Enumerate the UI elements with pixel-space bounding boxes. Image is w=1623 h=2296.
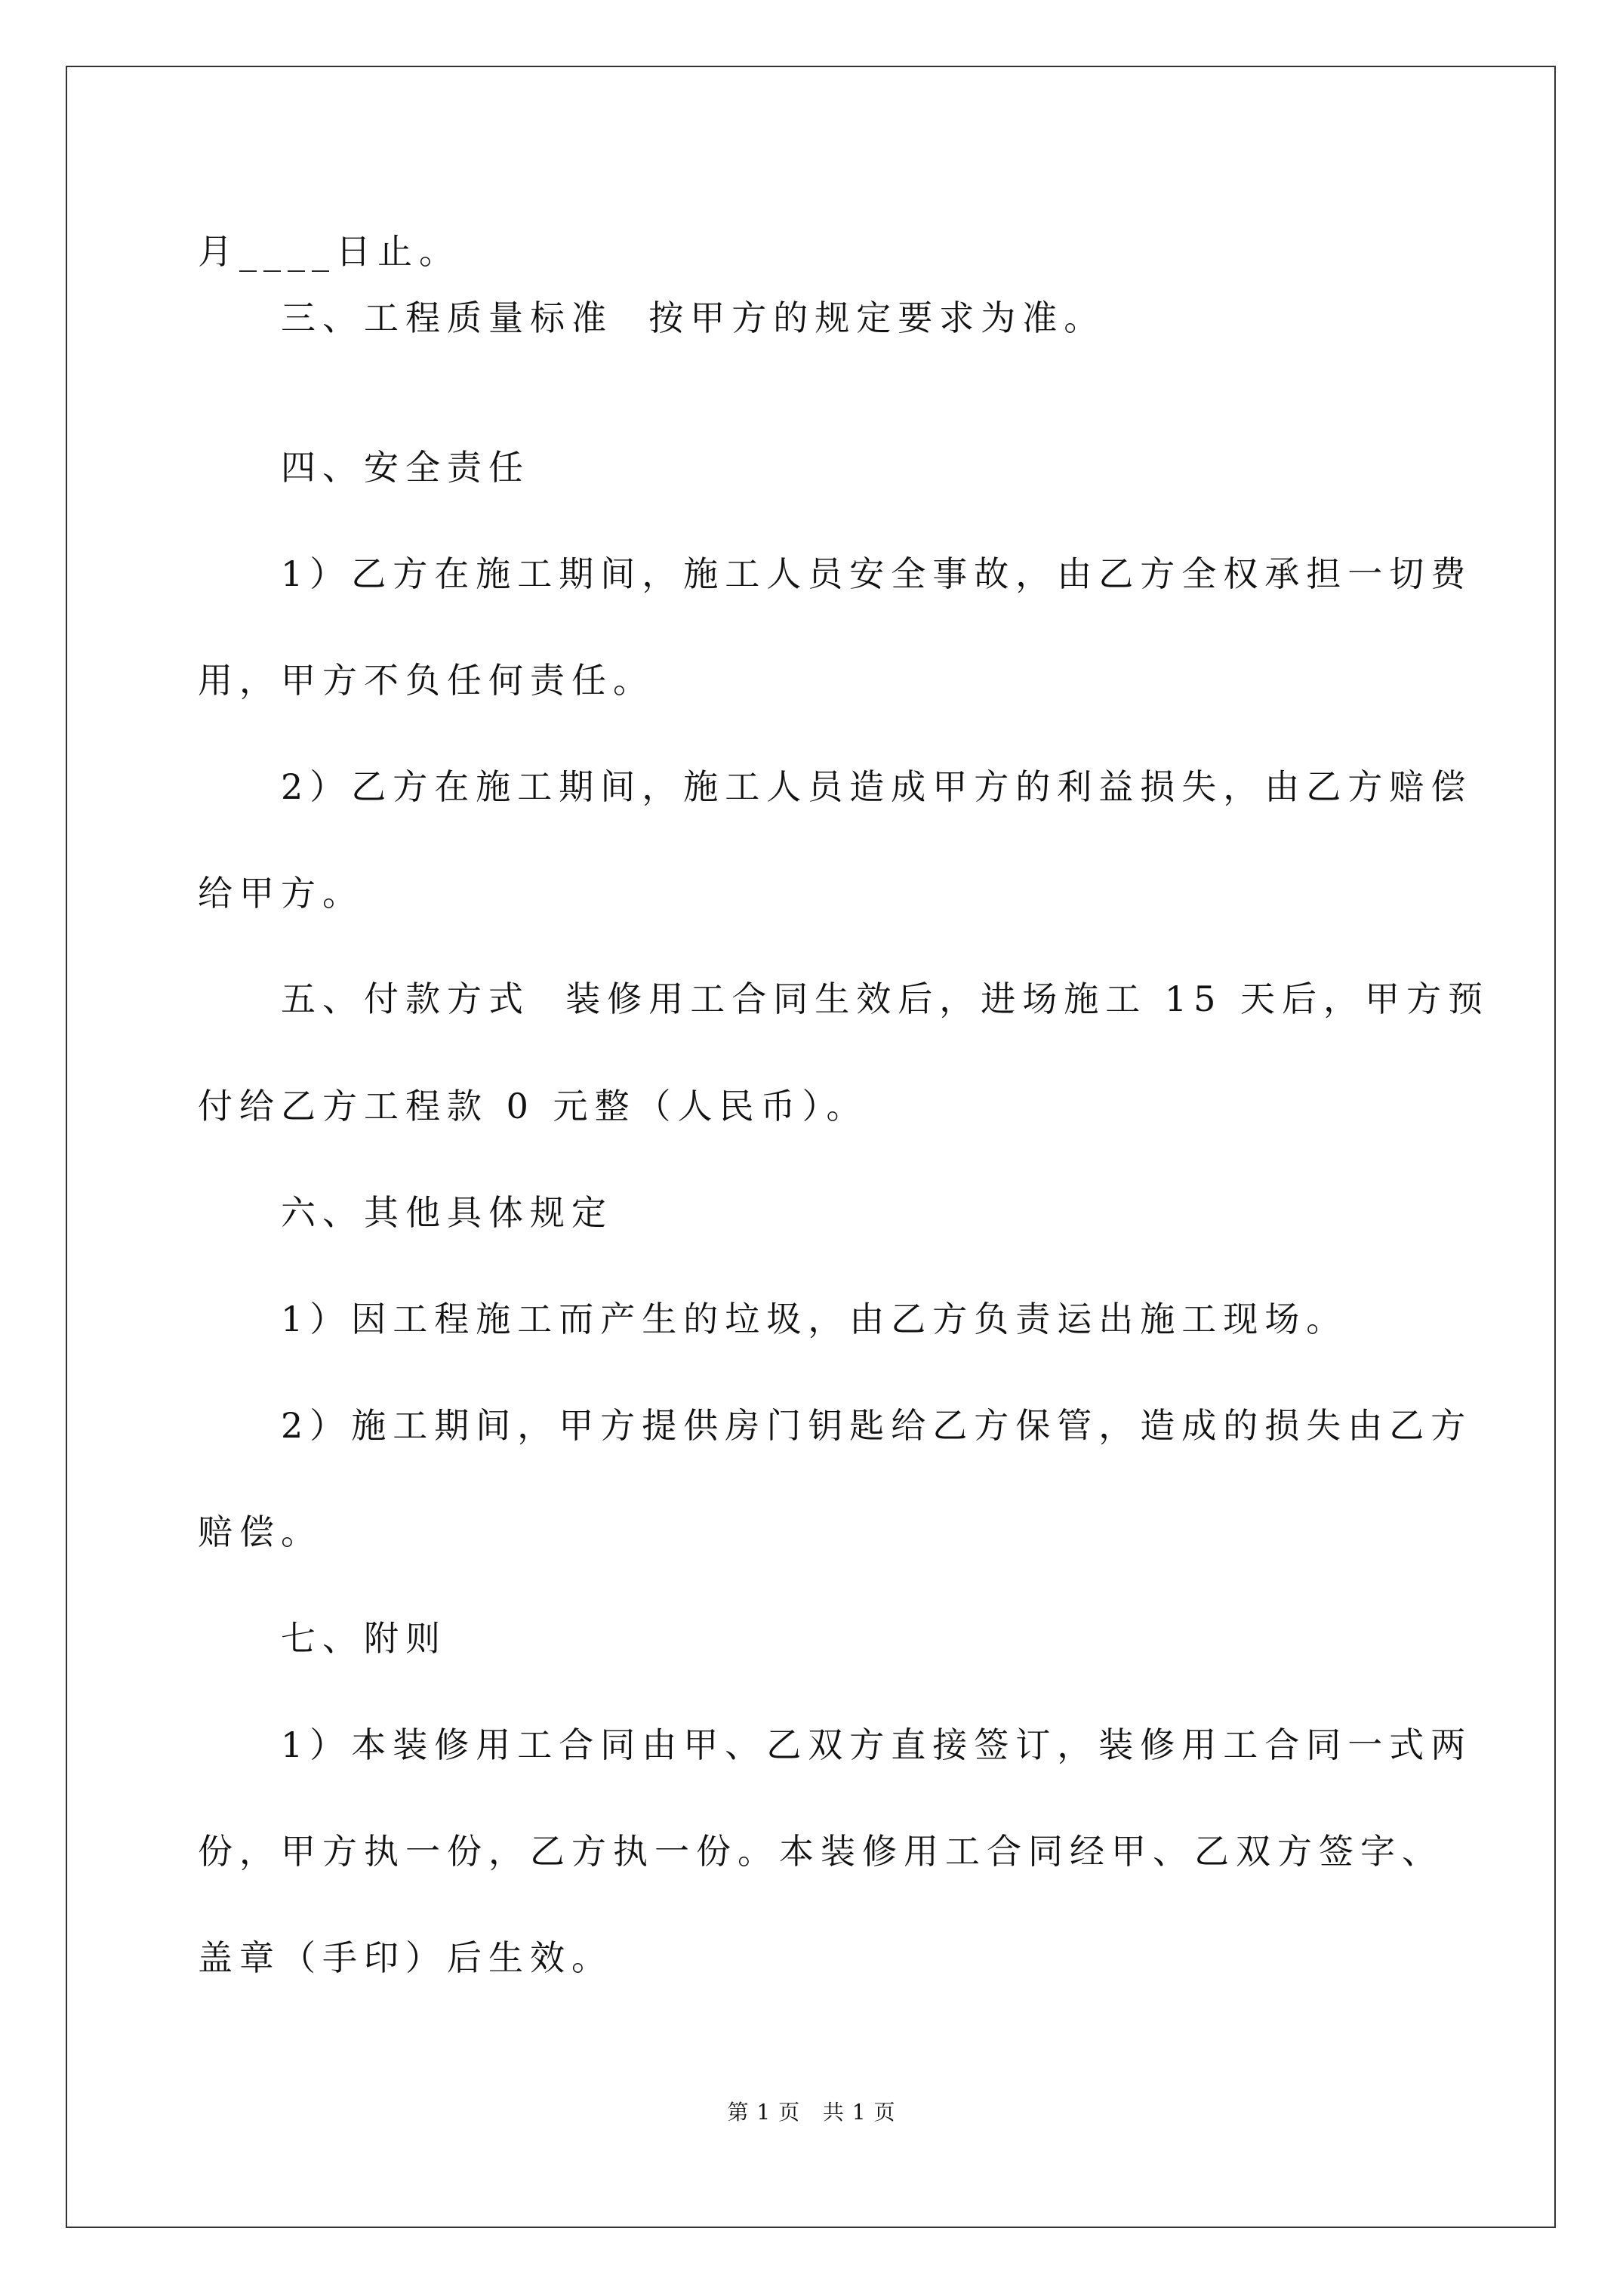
page-border: [66, 66, 1556, 2228]
heading-supplementary: 七、附则: [281, 1618, 447, 1659]
paragraph-safety-2-cont: 给甲方。: [198, 873, 364, 914]
paragraph-supplementary-1-end: 盖章（手印）后生效。: [198, 1937, 613, 1978]
text-line-end-date: 月____日止。: [198, 231, 460, 272]
paragraph-payment-cont: 付给乙方工程款 0 元整（人民币）。: [198, 1086, 868, 1126]
heading-payment-method: 五、付款方式 装修用工合同生效后，进场施工 15 天后，甲方预: [281, 978, 1490, 1019]
paragraph-supplementary-1-cont: 份，甲方执一份，乙方执一份。本装修用工合同经甲、乙双方签字、: [198, 1831, 1443, 1872]
paragraph-safety-1-cont: 用，甲方不负任何责任。: [198, 660, 654, 701]
paragraph-supplementary-1: 1）本装修用工合同由甲、乙双方直接签订，装修用工合同一式两: [281, 1724, 1473, 1765]
paragraph-safety-2: 2）乙方在施工期间，施工人员造成甲方的利益损失，由乙方赔偿: [281, 766, 1473, 807]
paragraph-other-2-cont: 赔偿。: [198, 1512, 322, 1552]
heading-other-provisions: 六、其他具体规定: [281, 1192, 613, 1233]
paragraph-other-1: 1）因工程施工而产生的垃圾，由乙方负责运出施工现场。: [281, 1299, 1348, 1339]
heading-quality-standard: 三、工程质量标准 按甲方的规定要求为准。: [281, 297, 1106, 338]
page-number-footer: 第 1 页 共 1 页: [727, 2100, 896, 2125]
paragraph-other-2: 2）施工期间，甲方提供房门钥匙给乙方保管，造成的损失由乙方: [281, 1405, 1473, 1446]
paragraph-safety-1: 1）乙方在施工期间，施工人员安全事故，由乙方全权承担一切费: [281, 553, 1473, 594]
heading-safety-responsibility: 四、安全责任: [281, 447, 530, 488]
